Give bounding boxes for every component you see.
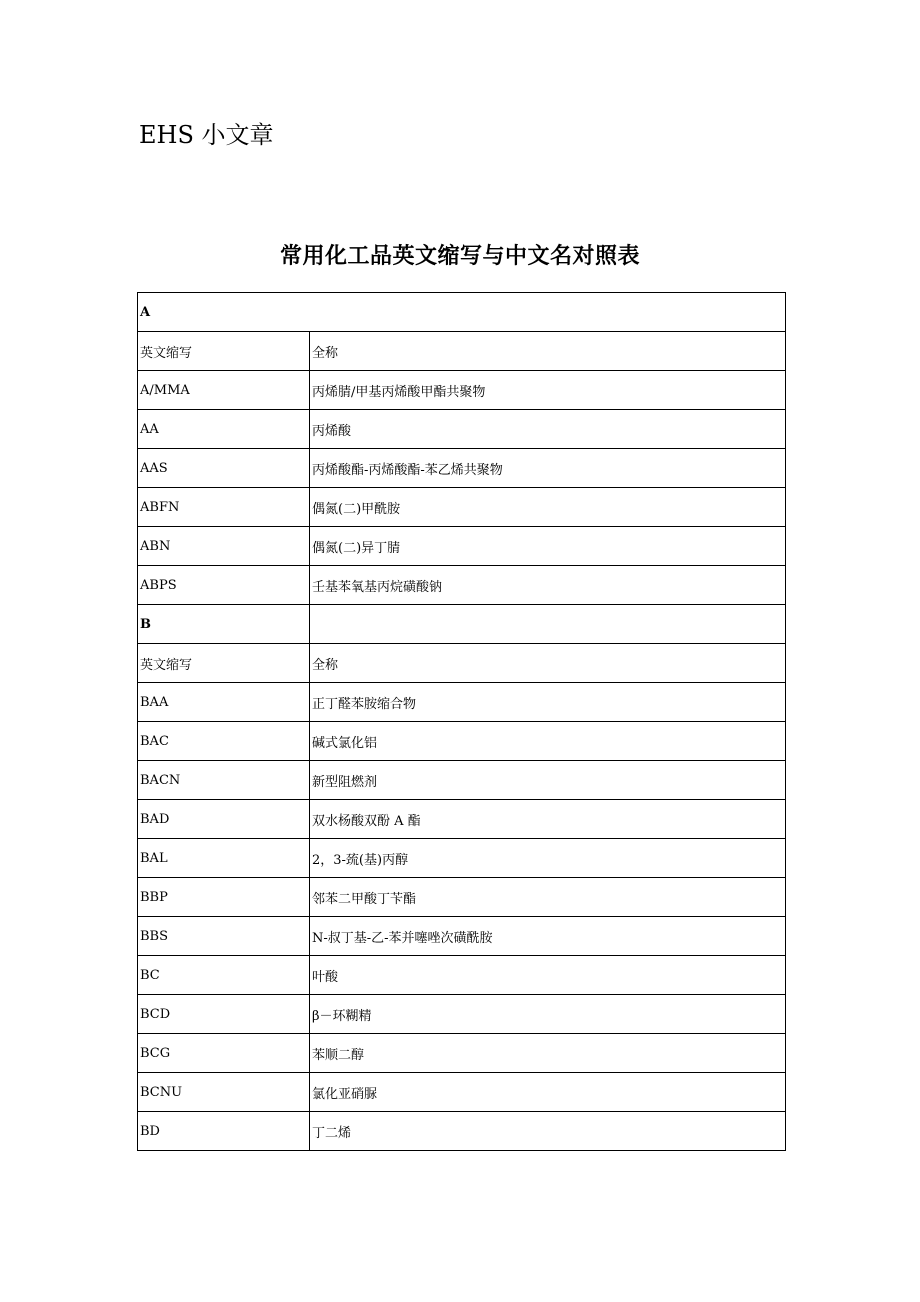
full-name-cell: 2，3-巯(基)丙醇 [310,839,786,878]
column-header-row [138,332,786,371]
full-name-cell: 丁二烯 [310,1112,786,1151]
table-row [138,683,786,722]
table-row [138,956,786,995]
full-name-cell: N-叔丁基-乙-苯并噻唑次磺酰胺 [310,917,786,956]
abbr-cell: ABFN [138,488,310,527]
abbr-cell: BAC [138,722,310,761]
table-row [138,1112,786,1151]
table-row [138,527,786,566]
abbr-cell: BBP [138,878,310,917]
abbr-cell: BCG [138,1034,310,1073]
full-name-cell: 偶氮(二)甲酰胺 [310,488,786,527]
abbreviation-table [137,292,786,1151]
table-row [138,722,786,761]
full-name-cell: 碱式氯化铝 [310,722,786,761]
full-name-cell: 丙烯酸酯-丙烯酸酯-苯乙烯共聚物 [310,449,786,488]
abbr-cell: BAL [138,839,310,878]
full-name-cell: 叶酸 [310,956,786,995]
abbr-cell: BBS [138,917,310,956]
section-row-b [138,605,786,644]
section-row-a [138,293,786,332]
table-row [138,1073,786,1112]
full-name-cell: 壬基苯氧基丙烷磺酸钠 [310,566,786,605]
full-name-cell: 丙烯腈/甲基丙烯酸甲酯共聚物 [310,371,786,410]
abbr-cell: AAS [138,449,310,488]
full-name-cell: 双水杨酸双酚 A 酯 [310,800,786,839]
table-row [138,839,786,878]
header-title: EHS 小文章 [139,121,274,149]
full-name-cell: 丙烯酸 [310,410,786,449]
abbr-cell: BACN [138,761,310,800]
column-header-full: 全称 [310,332,786,371]
column-header-abbr: 英文缩写 [138,644,310,683]
abbr-cell: AA [138,410,310,449]
table-row [138,800,786,839]
abbr-cell: BC [138,956,310,995]
full-name-cell: 苯顺二醇 [310,1034,786,1073]
table-row [138,566,786,605]
table-row [138,878,786,917]
column-header-full: 全称 [310,644,786,683]
abbr-cell: BD [138,1112,310,1151]
abbr-cell: ABN [138,527,310,566]
abbr-cell: BCNU [138,1073,310,1112]
table-row [138,761,786,800]
section-label-empty-cell [310,605,786,644]
table-row [138,449,786,488]
column-header-row [138,644,786,683]
abbr-cell: BAA [138,683,310,722]
table-row [138,410,786,449]
full-name-cell: 氯化亚硝脲 [310,1073,786,1112]
abbr-cell: ABPS [138,566,310,605]
table-row [138,1034,786,1073]
full-name-cell: 偶氮(二)异丁腈 [310,527,786,566]
section-label: A [138,293,786,332]
table-row [138,917,786,956]
full-name-cell: 新型阻燃剂 [310,761,786,800]
document-title: 常用化工品英文缩写与中文名对照表 [279,243,640,269]
table-row [138,995,786,1034]
full-name-cell: β－环糊精 [310,995,786,1034]
abbr-cell: A/MMA [138,371,310,410]
full-name-cell: 正丁醛苯胺缩合物 [310,683,786,722]
abbr-cell: BAD [138,800,310,839]
table-row [138,371,786,410]
abbr-cell: BCD [138,995,310,1034]
table-row [138,488,786,527]
section-label: B [138,605,310,644]
full-name-cell: 邻苯二甲酸丁苄酯 [310,878,786,917]
column-header-abbr: 英文缩写 [138,332,310,371]
